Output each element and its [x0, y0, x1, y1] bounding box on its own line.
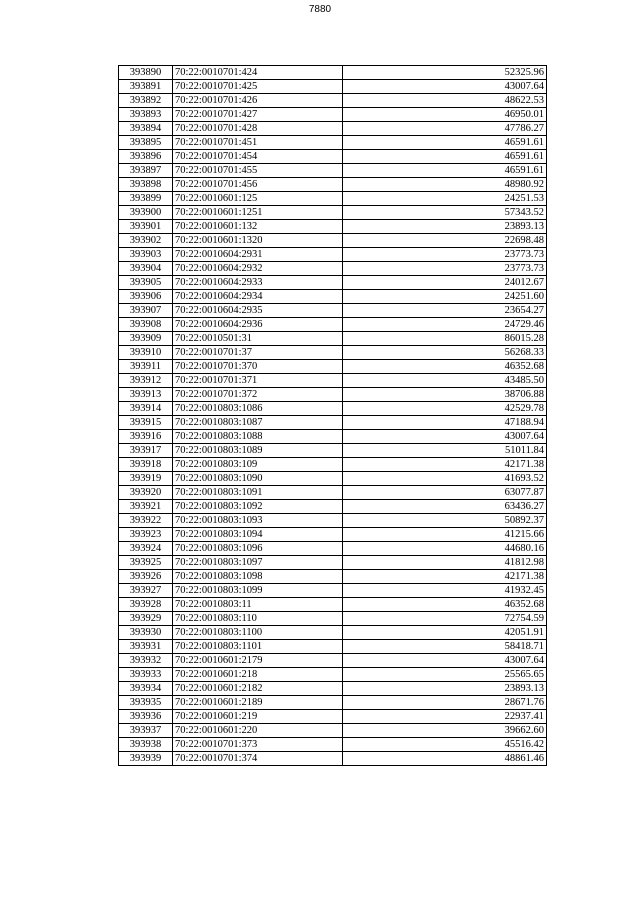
amount-cell: 86015.28	[343, 332, 547, 346]
row-id-cell: 393924	[119, 542, 173, 556]
cadastral-number-cell: 70:22:0010803:1093	[173, 514, 343, 528]
cadastral-number-cell: 70:22:0010604:2936	[173, 318, 343, 332]
amount-cell: 48980.92	[343, 178, 547, 192]
row-id-cell: 393891	[119, 80, 173, 94]
amount-cell: 42171.38	[343, 570, 547, 584]
amount-cell: 46591.61	[343, 136, 547, 150]
amount-cell: 23773.73	[343, 248, 547, 262]
row-id-cell: 393895	[119, 136, 173, 150]
amount-cell: 22698.48	[343, 234, 547, 248]
amount-cell: 46591.61	[343, 150, 547, 164]
table-row	[119, 416, 547, 430]
row-id-cell: 393905	[119, 276, 173, 290]
table-row	[119, 304, 547, 318]
cadastral-number-cell: 70:22:0010701:373	[173, 738, 343, 752]
table-row	[119, 290, 547, 304]
table-row	[119, 262, 547, 276]
table-body	[119, 66, 547, 766]
row-id-cell: 393913	[119, 388, 173, 402]
row-id-cell: 393923	[119, 528, 173, 542]
row-id-cell: 393925	[119, 556, 173, 570]
amount-cell: 22937.41	[343, 710, 547, 724]
cadastral-number-cell: 70:22:0010803:1088	[173, 430, 343, 444]
table-row	[119, 108, 547, 122]
row-id-cell: 393934	[119, 682, 173, 696]
amount-cell: 43485.50	[343, 374, 547, 388]
cadastral-number-cell: 70:22:0010701:428	[173, 122, 343, 136]
cadastral-number-cell: 70:22:0010601:2182	[173, 682, 343, 696]
cadastral-number-cell: 70:22:0010803:1098	[173, 570, 343, 584]
cadastral-number-cell: 70:22:0010601:2189	[173, 696, 343, 710]
amount-cell: 38706.88	[343, 388, 547, 402]
amount-cell: 23773.73	[343, 262, 547, 276]
cadastral-number-cell: 70:22:0010803:1090	[173, 472, 343, 486]
cadastral-number-cell: 70:22:0010803:1089	[173, 444, 343, 458]
amount-cell: 46591.61	[343, 164, 547, 178]
table-row	[119, 556, 547, 570]
row-id-cell: 393917	[119, 444, 173, 458]
cadastral-number-cell: 70:22:0010803:1101	[173, 640, 343, 654]
row-id-cell: 393918	[119, 458, 173, 472]
table-row	[119, 374, 547, 388]
table-row	[119, 472, 547, 486]
amount-cell: 28671.76	[343, 696, 547, 710]
cadastral-number-cell: 70:22:0010701:37	[173, 346, 343, 360]
row-id-cell: 393897	[119, 164, 173, 178]
cadastral-number-cell: 70:22:0010604:2931	[173, 248, 343, 262]
table-row	[119, 80, 547, 94]
table-row	[119, 640, 547, 654]
cadastral-number-cell: 70:22:0010803:1086	[173, 402, 343, 416]
amount-cell: 43007.64	[343, 430, 547, 444]
table-row	[119, 738, 547, 752]
cadastral-number-cell: 70:22:0010803:1096	[173, 542, 343, 556]
cadastral-number-cell: 70:22:0010601:1320	[173, 234, 343, 248]
cadastral-number-cell: 70:22:0010604:2935	[173, 304, 343, 318]
cadastral-number-cell: 70:22:0010701:424	[173, 66, 343, 80]
table-row	[119, 66, 547, 80]
cadastral-number-cell: 70:22:0010803:1091	[173, 486, 343, 500]
amount-cell: 43007.64	[343, 654, 547, 668]
table-row	[119, 318, 547, 332]
cadastral-number-cell: 70:22:0010803:1092	[173, 500, 343, 514]
cadastral-number-cell: 70:22:0010701:370	[173, 360, 343, 374]
row-id-cell: 393912	[119, 374, 173, 388]
row-id-cell: 393904	[119, 262, 173, 276]
row-id-cell: 393914	[119, 402, 173, 416]
row-id-cell: 393892	[119, 94, 173, 108]
table-row	[119, 710, 547, 724]
row-id-cell: 393922	[119, 514, 173, 528]
table-row	[119, 514, 547, 528]
row-id-cell: 393909	[119, 332, 173, 346]
row-id-cell: 393894	[119, 122, 173, 136]
amount-cell: 41693.52	[343, 472, 547, 486]
row-id-cell: 393903	[119, 248, 173, 262]
amount-cell: 23654.27	[343, 304, 547, 318]
amount-cell: 46950.01	[343, 108, 547, 122]
row-id-cell: 393893	[119, 108, 173, 122]
row-id-cell: 393901	[119, 220, 173, 234]
table-row	[119, 122, 547, 136]
table-row	[119, 542, 547, 556]
table-row	[119, 696, 547, 710]
table-row	[119, 402, 547, 416]
row-id-cell: 393911	[119, 360, 173, 374]
amount-cell: 46352.68	[343, 598, 547, 612]
table-row	[119, 346, 547, 360]
cadastral-number-cell: 70:22:0010701:427	[173, 108, 343, 122]
table-row	[119, 752, 547, 766]
amount-cell: 42171.38	[343, 458, 547, 472]
row-id-cell: 393926	[119, 570, 173, 584]
table-row	[119, 164, 547, 178]
amount-cell: 23893.13	[343, 220, 547, 234]
table-row	[119, 94, 547, 108]
row-id-cell: 393928	[119, 598, 173, 612]
amount-cell: 24251.53	[343, 192, 547, 206]
row-id-cell: 393930	[119, 626, 173, 640]
amount-cell: 72754.59	[343, 612, 547, 626]
amount-cell: 23893.13	[343, 682, 547, 696]
table-row	[119, 178, 547, 192]
row-id-cell: 393910	[119, 346, 173, 360]
table-row	[119, 276, 547, 290]
amount-cell: 52325.96	[343, 66, 547, 80]
cadastral-number-cell: 70:22:0010803:1094	[173, 528, 343, 542]
amount-cell: 41812.98	[343, 556, 547, 570]
row-id-cell: 393899	[119, 192, 173, 206]
amount-cell: 56268.33	[343, 346, 547, 360]
table-row	[119, 598, 547, 612]
cadastral-number-cell: 70:22:0010604:2932	[173, 262, 343, 276]
table-row	[119, 682, 547, 696]
cadastral-number-cell: 70:22:0010601:125	[173, 192, 343, 206]
table-row	[119, 458, 547, 472]
cadastral-number-cell: 70:22:0010601:218	[173, 668, 343, 682]
cadastral-number-cell: 70:22:0010604:2934	[173, 290, 343, 304]
cadastral-number-cell: 70:22:0010701:454	[173, 150, 343, 164]
table-row	[119, 206, 547, 220]
cadastral-number-cell: 70:22:0010601:220	[173, 724, 343, 738]
cadastral-number-cell: 70:22:0010701:372	[173, 388, 343, 402]
table-row	[119, 388, 547, 402]
amount-cell: 58418.71	[343, 640, 547, 654]
amount-cell: 25565.65	[343, 668, 547, 682]
row-id-cell: 393935	[119, 696, 173, 710]
cadastral-number-cell: 70:22:0010501:31	[173, 332, 343, 346]
amount-cell: 44680.16	[343, 542, 547, 556]
cadastral-number-cell: 70:22:0010803:1100	[173, 626, 343, 640]
row-id-cell: 393929	[119, 612, 173, 626]
row-id-cell: 393931	[119, 640, 173, 654]
row-id-cell: 393921	[119, 500, 173, 514]
amount-cell: 24012.67	[343, 276, 547, 290]
table-row	[119, 360, 547, 374]
row-id-cell: 393919	[119, 472, 173, 486]
cadastral-number-cell: 70:22:0010701:451	[173, 136, 343, 150]
cadastral-number-cell: 70:22:0010803:1097	[173, 556, 343, 570]
amount-cell: 48622.53	[343, 94, 547, 108]
cadastral-number-cell: 70:22:0010604:2933	[173, 276, 343, 290]
table-row	[119, 500, 547, 514]
cadastral-number-cell: 70:22:0010701:456	[173, 178, 343, 192]
cadastral-number-cell: 70:22:0010601:1251	[173, 206, 343, 220]
amount-cell: 41215.66	[343, 528, 547, 542]
amount-cell: 50892.37	[343, 514, 547, 528]
amount-cell: 63436.27	[343, 500, 547, 514]
row-id-cell: 393915	[119, 416, 173, 430]
cadastral-number-cell: 70:22:0010701:374	[173, 752, 343, 766]
table-row	[119, 150, 547, 164]
row-id-cell: 393936	[119, 710, 173, 724]
cadastral-number-cell: 70:22:0010803:1087	[173, 416, 343, 430]
cadastral-number-cell: 70:22:0010701:426	[173, 94, 343, 108]
amount-cell: 41932.45	[343, 584, 547, 598]
table-row	[119, 136, 547, 150]
cadastral-number-cell: 70:22:0010701:371	[173, 374, 343, 388]
row-id-cell: 393906	[119, 290, 173, 304]
amount-cell: 45516.42	[343, 738, 547, 752]
row-id-cell: 393938	[119, 738, 173, 752]
cadastral-number-cell: 70:22:0010601:219	[173, 710, 343, 724]
amount-cell: 51011.84	[343, 444, 547, 458]
cadastral-number-cell: 70:22:0010803:11	[173, 598, 343, 612]
table-row	[119, 192, 547, 206]
amount-cell: 43007.64	[343, 80, 547, 94]
table-row	[119, 220, 547, 234]
table-row	[119, 626, 547, 640]
row-id-cell: 393939	[119, 752, 173, 766]
cadastral-number-cell: 70:22:0010601:132	[173, 220, 343, 234]
cadastral-number-cell: 70:22:0010803:1099	[173, 584, 343, 598]
table-row	[119, 584, 547, 598]
amount-cell: 24729.46	[343, 318, 547, 332]
table-row	[119, 248, 547, 262]
amount-cell: 63077.87	[343, 486, 547, 500]
row-id-cell: 393927	[119, 584, 173, 598]
table-row	[119, 332, 547, 346]
amount-cell: 24251.60	[343, 290, 547, 304]
table-row	[119, 486, 547, 500]
amount-cell: 57343.52	[343, 206, 547, 220]
table-row	[119, 430, 547, 444]
table-row	[119, 528, 547, 542]
amount-cell: 47188.94	[343, 416, 547, 430]
cadastral-number-cell: 70:22:0010701:455	[173, 164, 343, 178]
amount-cell: 42529.78	[343, 402, 547, 416]
table-row	[119, 724, 547, 738]
row-id-cell: 393933	[119, 668, 173, 682]
row-id-cell: 393932	[119, 654, 173, 668]
cadastral-number-cell: 70:22:0010601:2179	[173, 654, 343, 668]
table-row	[119, 612, 547, 626]
row-id-cell: 393908	[119, 318, 173, 332]
amount-cell: 39662.60	[343, 724, 547, 738]
amount-cell: 47786.27	[343, 122, 547, 136]
table-row	[119, 668, 547, 682]
cadastral-number-cell: 70:22:0010803:109	[173, 458, 343, 472]
table-row	[119, 570, 547, 584]
row-id-cell: 393916	[119, 430, 173, 444]
row-id-cell: 393890	[119, 66, 173, 80]
row-id-cell: 393898	[119, 178, 173, 192]
row-id-cell: 393937	[119, 724, 173, 738]
cadastral-number-cell: 70:22:0010803:110	[173, 612, 343, 626]
row-id-cell: 393907	[119, 304, 173, 318]
table-row	[119, 444, 547, 458]
data-table	[118, 65, 547, 766]
row-id-cell: 393900	[119, 206, 173, 220]
table-row	[119, 654, 547, 668]
row-id-cell: 393902	[119, 234, 173, 248]
cadastral-number-cell: 70:22:0010701:425	[173, 80, 343, 94]
amount-cell: 48861.46	[343, 752, 547, 766]
row-id-cell: 393896	[119, 150, 173, 164]
amount-cell: 46352.68	[343, 360, 547, 374]
page-number: 7880	[308, 4, 332, 15]
amount-cell: 42051.91	[343, 626, 547, 640]
table-row	[119, 234, 547, 248]
row-id-cell: 393920	[119, 486, 173, 500]
